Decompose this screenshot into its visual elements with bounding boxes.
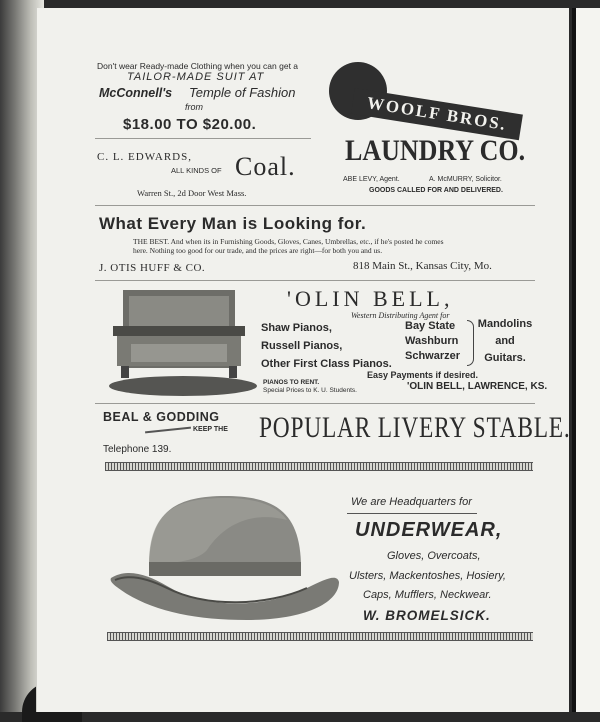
edwards-coal: Coal.: [235, 152, 296, 181]
ornamental-border: [107, 632, 533, 641]
next-page-edge: [572, 8, 600, 712]
bell-piano: Other First Class Pianos.: [261, 358, 392, 370]
edwards-kinds: ALL KINDS OF: [171, 166, 222, 175]
bell-title: 'OLIN BELL,: [287, 286, 454, 311]
bell-signature: 'OLIN BELL, LAWRENCE, KS.: [407, 381, 548, 392]
edwards-address: Warren St., 2d Door West Mass.: [137, 188, 247, 198]
bell-piano: Shaw Pianos,: [261, 322, 332, 334]
bowler-hat-illustration: [107, 490, 343, 630]
bell-brand: Schwarzer: [405, 350, 461, 362]
mcconnell-temple: Temple of Fashion: [189, 85, 296, 100]
bell-brand: Bay State: [405, 320, 456, 332]
bromelsick-title: UNDERWEAR,: [355, 519, 503, 541]
bromelsick-name: W. BROMELSICK.: [363, 608, 491, 623]
bromelsick-line3: Caps, Mufflers, Neckwear.: [363, 589, 492, 601]
bell-piano: Russell Pianos,: [261, 340, 343, 352]
mcconnell-price: $18.00 TO $20.00.: [123, 116, 257, 133]
divider: [95, 403, 535, 404]
bell-brand: Washburn: [405, 335, 459, 347]
woolf-solicitor: A. McMURRY, Solicitor.: [429, 176, 502, 183]
underline: [347, 513, 477, 514]
mcconnell-name: McConnell's: [99, 86, 173, 100]
mcconnell-from: from: [185, 102, 203, 112]
huff-body2: here. Nothing too good for our trade, and the prices are right—for both you and us.: [133, 246, 383, 255]
livery-title: POPULAR LIVERY STABLE.: [259, 411, 571, 444]
bromelsick-line1: Gloves, Overcoats,: [387, 550, 481, 562]
bell-instruments-list: [477, 316, 533, 367]
bell-instrument: Mandolins: [477, 318, 533, 330]
woolf-banner: WOOLF BROS.: [351, 88, 523, 140]
livery-names: BEAL & GODDING: [103, 410, 220, 424]
bell-rent: PIANOS TO RENT.: [263, 379, 320, 386]
divider: [95, 205, 535, 206]
ornamental-border: [105, 462, 533, 471]
mcconnell-line1: Don't wear Ready-made Clothing when you can get a: [97, 61, 299, 71]
brace: [467, 320, 474, 366]
huff-address: 818 Main St., Kansas City, Mo.: [353, 260, 492, 272]
bell-instrument: Guitars.: [484, 352, 526, 364]
woolf-agent: ABE LEVY, Agent.: [343, 176, 400, 183]
bell-payments: Easy Payments if desired.: [367, 370, 479, 380]
huff-name: J. OTIS HUFF & CO.: [99, 262, 206, 274]
livery-flourish: [145, 427, 191, 434]
bell-subtitle: Western Distributing Agent for: [351, 311, 450, 320]
bromelsick-hq: We are Headquarters for: [351, 496, 472, 508]
bell-brands-list: [405, 319, 460, 364]
divider: [95, 138, 311, 139]
bromelsick-line2: Ulsters, Mackentoshes, Hosiery,: [349, 570, 506, 582]
woolf-goods: GOODS CALLED FOR AND DELIVERED.: [369, 187, 503, 194]
bell-instrument: and: [495, 335, 515, 347]
huff-body1: THE BEST. And when its in Furnishing Goods, Gloves, Canes, Umbrellas, etc., if he's posted he comes: [133, 237, 444, 246]
edwards-name: C. L. EDWARDS,: [97, 151, 192, 163]
livery-keep: KEEP THE: [193, 426, 228, 433]
advertisement-page: [36, 8, 569, 712]
bell-pianos-list: [261, 319, 392, 373]
livery-telephone: Telephone 139.: [103, 444, 172, 455]
woolf-laundry: LAUNDRY CO.: [345, 133, 526, 168]
huff-headline: What Every Man is Looking for.: [99, 214, 367, 233]
divider: [95, 280, 535, 281]
piano-illustration: [107, 286, 257, 398]
mcconnell-line2: TAILOR-MADE SUIT AT: [127, 71, 265, 83]
bell-special: Special Prices to K. U. Students.: [263, 387, 357, 394]
